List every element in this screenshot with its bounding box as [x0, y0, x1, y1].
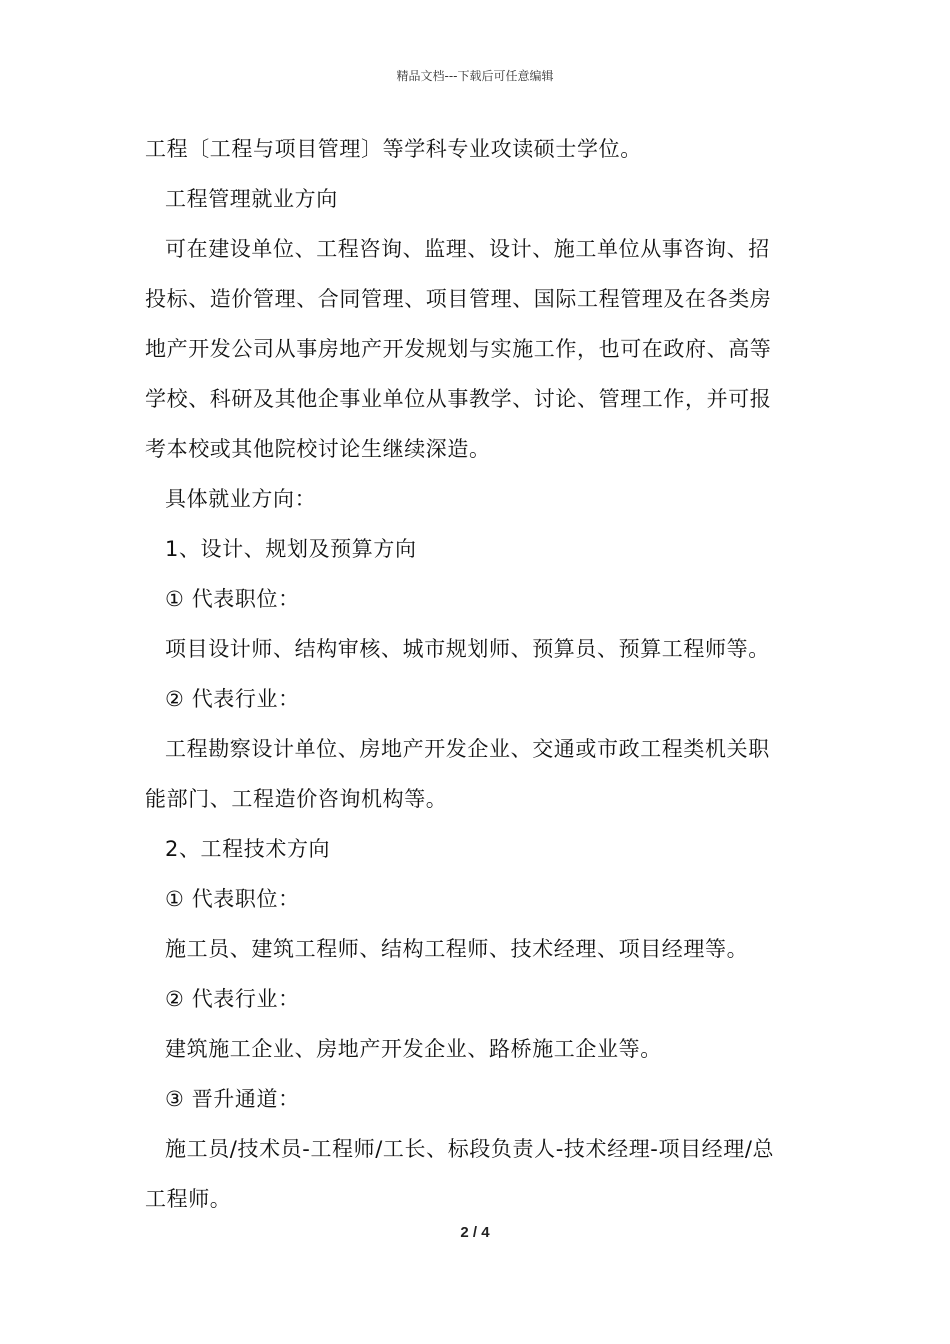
- paragraph-line: 工程师。: [145, 1187, 232, 1211]
- section-heading: 工程管理就业方向: [165, 187, 338, 211]
- list-heading: 2、工程技术方向: [165, 837, 331, 861]
- paragraph-line: 施工员、建筑工程师、结构工程师、技术经理、项目经理等。: [165, 937, 749, 961]
- list-item: ② 代表行业：: [165, 987, 300, 1011]
- paragraph-line: 学校、科研及其他企事业单位从事教学、讨论、管理工作，并可报: [145, 387, 772, 411]
- paragraph-line: 考本校或其他院校讨论生继续深造。: [145, 437, 491, 461]
- paragraph-line: 施工员/技术员-工程师/工长、标段负责人-技术经理-项目经理/总: [165, 1137, 775, 1161]
- paragraph-line: 可在建设单位、工程咨询、监理、设计、施工单位从事咨询、招: [165, 237, 770, 261]
- section-heading: 具体就业方向：: [165, 487, 317, 511]
- paragraph-line: 地产开发公司从事房地产开发规划与实施工作，也可在政府、高等: [145, 337, 772, 361]
- list-item: ① 代表职位：: [165, 587, 300, 611]
- paragraph-line: 投标、造价管理、合同管理、项目管理、国际工程管理及在各类房: [145, 287, 772, 311]
- paragraph-line: 工程勘察设计单位、房地产开发企业、交通或市政工程类机关职: [165, 737, 770, 761]
- paragraph-line: 能部门、工程造价咨询机构等。: [145, 787, 448, 811]
- list-item: ③ 晋升通道：: [165, 1087, 300, 1111]
- list-item: ① 代表职位：: [165, 887, 300, 911]
- paragraph-line: 建筑施工企业、房地产开发企业、路桥施工企业等。: [165, 1037, 662, 1061]
- paragraph-line: 项目设计师、结构审核、城市规划师、预算员、预算工程师等。: [165, 637, 770, 661]
- paragraph-line: 工程〔工程与项目管理〕等学科专业攻读硕士学位。: [145, 137, 642, 161]
- list-item: ② 代表行业：: [165, 687, 300, 711]
- list-heading: 1、设计、规划及预算方向: [165, 537, 417, 561]
- page-header: 精品文档---下载后可任意编辑: [396, 69, 554, 83]
- page-number: 2 / 4: [460, 1224, 490, 1241]
